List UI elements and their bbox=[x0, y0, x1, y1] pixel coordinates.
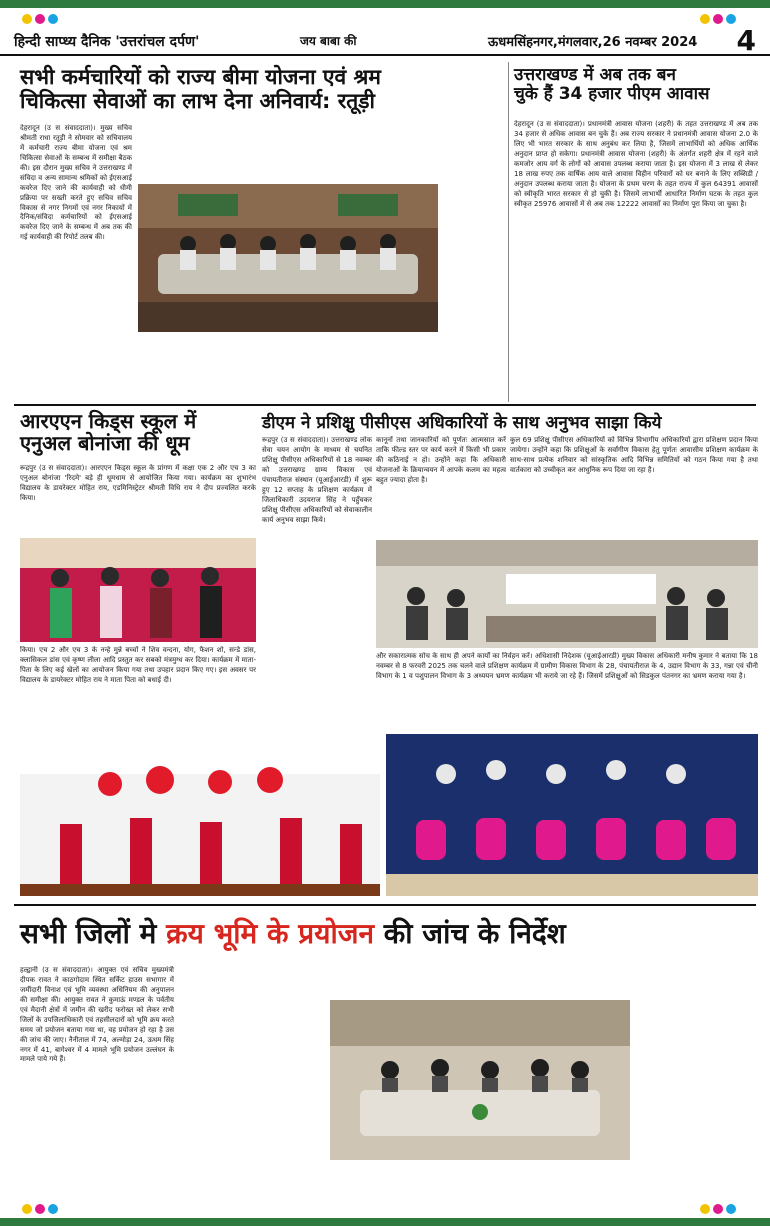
paper-name: हिन्दी साप्ध्य दैनिक 'उत्तरांचल दर्पण' bbox=[14, 34, 200, 50]
story5-body: हल्द्वानी (उ स संवाददाता)। आयुक्त एवं सचिव मुख्यमंत्री दीपक रावत ने काठगोदाम स्थित सर्किट हाउस सभागार में जमींदारी विनाश एवं भूमि व्यवस्था अधिनियम की अनुपालन की समीक्षा की। आयुक्त रावत ने कुमाऊं मण्डल के पर्वतीय एवं मैदानी क्षेत्रों में जमीन की खरीद फरोख्त को लेकर सभी जिलों के उपजिलाधिकारी एवं तहसीलदारों को भूमि क्रय करते समय जो प्रयोजन बताया गया था, वह प्रयोजन हो रहा है उस की जांच की जाए। नैनीताल में 74, अल्मोड़ा 24, ऊधम सिंह नगर में 41, बागेश्वर में 4 मामले भूमि प्रयोजन उल्लंघन के मामले पाये गये हैं। bbox=[20, 966, 174, 1064]
slogan: जय बाबा की bbox=[300, 34, 357, 48]
story4-body-b: कानूनों तथा जानकारियों को पूर्णतः आत्मसात करें ताकि फील्ड स्तर पर कार्य करने में किसी भी प्रकार की कठिनाई न हो। उन्होंने कहा कि अधिकारी योजनाओं के क्रियान्वयन में आपके कलम का महत्व बहुत ज्यादा होता है। bbox=[376, 436, 506, 484]
story3-body-top: रूद्रपुर (उ स संवाददाता)। आरएएन किड्स स्कूल के प्रांगण में कक्षा एक 2 और एच 3 का एनुअल बोनांजा 'रिदमे' बड़े ही धूमधाम से आयोजित किया गया। कार्यक्रम का शुभारंभ विद्यालय के डायरेक्टर मोहित राय, एडमिनिस्ट्रेटर श्रीमती विधि राय ने दीप प्रज्वलित करके किया। bbox=[20, 464, 256, 502]
story4-body-d: और सकारात्मक सोच के साथ ही अपने कार्यों का निर्वहन करें। अधिशासी निदेशक (यूआईआरडी) मुख्य विकास अधिकारी मनीष कुमार ने बताया कि 18 नवम्बर से 8 फरवरी 2025 तक चलने वाले प्रशिक्षण कार्यक्रम में ग्रामीण विकास विभाग के 28, पंचायतीराज के 4, उद्यान विभाग के 33, गन्ना एवं चीनी विभाग के 1 व पशुपालन विभाग के 3 अध्ययन भ्रमण कार्यक्रम भी कराये जा रहे हैं। जिसमें प्रशिक्षुओं को सिडकुल पंतनगर का भ्रमण कराया गया है। bbox=[376, 652, 758, 680]
story5-headline: सभी जिलों मे क्रय भूमि के प्रयोजन की जांच के निर्देश bbox=[20, 917, 566, 950]
review-meeting-photo bbox=[330, 1000, 630, 1160]
bottom-dots-left bbox=[22, 1204, 58, 1214]
story3-body-bottom: किया। एच 2 और एच 3 के नन्हे मुन्ने बच्चों ने शिव वन्दना, योग, फैशन शो, सन्डे डांस, क्लासिकल डांस एवं कृष्ण लीला आदि प्रस्तुत कर सबको मंत्रमुग्ध कर दिया। कार्यक्रम में माता-पिता के लिए कई खेलों का आयोजन किया गया तथा उपहार प्रदान किए गए। इस अवसर पर विद्यालय के डायरेक्टर मोहित राय ने माता पिता को बधाई दी। bbox=[20, 646, 256, 684]
bottom-color-band bbox=[0, 1218, 770, 1226]
story2-body: देहरादून (उ स संवाददाता)। प्रधानमंत्री आवास योजना (शहरी) के तहत उत्तराखण्ड में अब तक 34 हजार से अधिक आवास बन चुके हैं। अब राज्य सरकार ने प्रधानमंत्री आवास योजना 2.0 के लिए भी भारत सरकार के साथ अनुबंध कर लिया है, जिसमें लाभार्थियों को अधिक आर्थिक अनुदान प्राप्त हो सकेगा। प्रधानमंत्री आवास योजना (शहरी) के अंतर्गत शहरी क्षेत्र में रहने वाले कमजोर आय वर्ग के लोगों को आवास उपलब्ध कराया जाता है। इस योजना में 3 लाख से लेकर 18 लाख रुपए तक वार्षिक आय वाले आवास विहीन परिवारों को घर बनाने के लिए सब्सिडी / अनुदान उपलब्ध कराया जाता है। योजना के प्रथम चरण के तहत राज्य में कुल 64391 आवासों को स्वीकृति भारत सरकार से हो चुकी है। जिसमें लाभार्थी आधारित निर्माण घटक के तहत कुल स्वीकृत 25976 आवासों में से अब तक 12222 आवासों का निर्माण पूरा किया जा चुका है। bbox=[514, 120, 758, 208]
column-divider bbox=[508, 62, 509, 402]
training-photo bbox=[376, 540, 758, 648]
section-divider-2 bbox=[14, 904, 756, 906]
bottom-dots-right bbox=[700, 1204, 736, 1214]
story3-headline: आरएएन किड्स स्कूल में एनुअल बोनांजा की धूम bbox=[20, 409, 197, 456]
page-number: 4 bbox=[736, 24, 756, 57]
story4-headline: डीएम ने प्रशिक्षु पीसीएस अधिकारियों के साथ अनुभव साझा किये bbox=[262, 413, 662, 433]
story4-body-a: रूद्रपुर (उ स संवाददाता)। उत्तराखण्ड लोक सेवा चयन आयोग के माध्यम से चयनित प्रशिक्षु पीसीएस अधिकारियों से 18 नवम्बर को उत्तराखण्ड ग्राम्य विकास एवं पंचायतीराज संस्थान (यूआईआरडी) में शुरू हुए 12 सप्ताह के प्रशिक्षण कार्यक्रम में जिलाधिकारी उदयराज सिंह ने पहुँचकर प्रशिक्षु पीसीएस अधिकारियों को सेवाकालीन कार्य अनुभव साझा किये। bbox=[262, 436, 372, 524]
kids-performance-photo-right bbox=[386, 734, 758, 896]
place-date: ऊधमसिंहनगर,मंगलवार,26 नवम्बर 2024 bbox=[488, 35, 698, 50]
masthead bbox=[0, 26, 770, 56]
story1-body: देहरादून (उ स संवाददाता)। मुख्य सचिव श्रीमती राधा रतूड़ी ने सोमवार को सचिवालय में कर्मचारी राज्य बीमा योजना एवं श्रम चिकित्सा सेवाओं के सम्बन्ध में समीक्षा बैठक की। इस दौरान मुख्य सचिव ने उत्तराखण्ड में संविदा व अन्य सामान्य श्रमिकों को ईएसआई कवरेज दिए जाने की कार्यवाही को धीमी प्रक्रिया पर सख्ती करते हुए सचिव सचिव विकास से नगर निगमों एवं नगर निकायों में दैनिक/संविदा कर्मचारियों को ईएसआई कवरेज दिए जाने के सम्बन्ध में अब तक की गई कार्यवाही की रिपोर्ट तलब की। bbox=[20, 124, 132, 242]
meeting-photo bbox=[138, 184, 438, 332]
kids-performance-photo-left bbox=[20, 734, 380, 896]
stage-photo bbox=[20, 538, 256, 642]
top-color-band bbox=[0, 0, 770, 8]
story2-headline: उत्तराखण्ड में अब तक बन चुके हैं 34 हजार पीएम आवास bbox=[514, 65, 710, 105]
section-divider bbox=[14, 404, 756, 406]
story4-body-c: कुल 69 प्रशिक्षु पीसीएस अधिकारियों को विभिन्न विभागीय अधिकारियों द्वारा प्रशिक्षण प्रदान किया जायेगा। उन्होंने कहा कि प्रशिक्षुओं के सर्वांगीण विकास हेतु पूर्णतः आवासीय प्रशिक्षण कार्यक्रम के साथ-साथ प्रत्येक शनिवार को सांस्कृतिक आदि विभिन्न समितियों को गठन किया गया है तथा वार्तकारा को उच्चीकृत कर आधुनिक रूप दिया जा रहा है। bbox=[510, 436, 758, 474]
story1-headline: सभी कर्मचारियों को राज्य बीमा योजना एवं श्रम चिकित्सा सेवाओं का लाभ देना अनिवार्य: रतूड़ी bbox=[20, 65, 381, 113]
decorative-dots-right bbox=[700, 14, 736, 24]
decorative-dots-left bbox=[22, 14, 58, 24]
